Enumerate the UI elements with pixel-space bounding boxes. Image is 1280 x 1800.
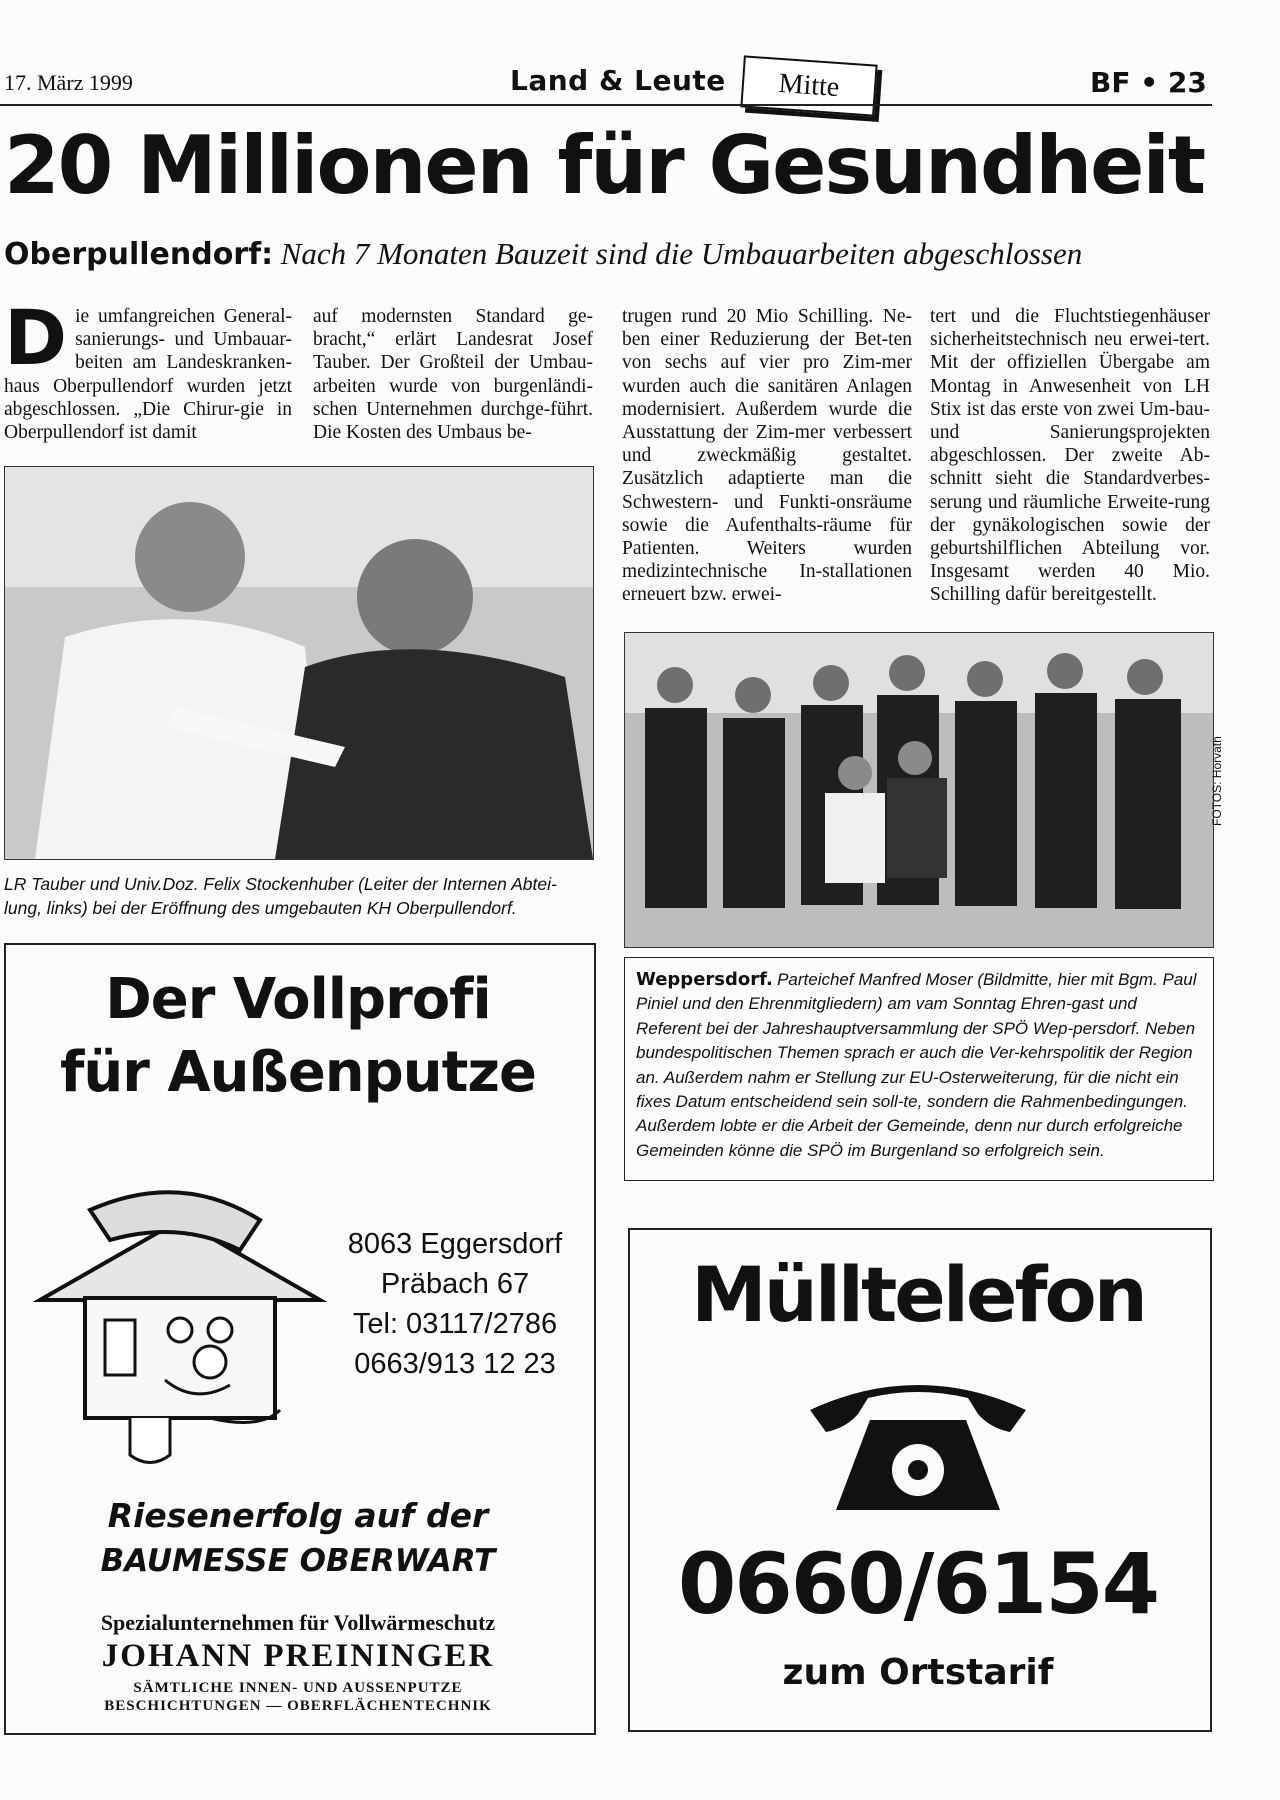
column-1-text: ie umfangreichen General-sanierungs- und Umbauar-beiten am Landeskranken-haus Oberpullendorf wurden jetzt abgeschlossen. „Die Chirur-gie in Oberpullendorf ist damit	[4, 306, 292, 444]
ad-aussenputze-company: JOHANN PREININGER	[101, 1638, 495, 1674]
ad-aussenputze-headline-2: für Außenputze	[60, 1040, 536, 1105]
weppersdorf-caption	[636, 968, 1202, 1163]
article-headline: 20 Millionen für Gesundheit	[4, 119, 1205, 212]
photo-credit: FOTOS: Horvath	[1210, 736, 1224, 826]
ad-aussenputze-specialty: Spezialunternehmen für Vollwärmeschutz	[100, 1610, 496, 1635]
telephone-icon	[800, 1370, 1036, 1520]
photo-caption: LR Tauber und Univ.Doz. Felix Stockenhuber (Leiter der Internen Abtei-lung, links) bei der Eröffnung des umgebauten KH Oberpullendorf.	[4, 874, 557, 918]
article-column-2: auf modernsten Standard ge-bracht,“ erlärt Landesrat Josef Tauber. Der Großteil der Umbau-arbeiten wurde von burgenländi-schen Unternehmen durchge-führt. Die Kosten des Umbaus be-	[313, 306, 593, 444]
ad-aussenputze-services-2: BESCHICHTUNGEN — OBERFLÄCHENTECHNIK	[104, 1698, 492, 1714]
issue-date: 17. März 1999	[4, 70, 133, 95]
article-column-1	[4, 293, 292, 444]
photo-hospital-opening	[4, 466, 594, 860]
ad-muelltelefon-title: Mülltelefon	[691, 1250, 1145, 1339]
address-phone: Tel: 03117/2786	[352, 1308, 558, 1340]
article-subhead	[4, 236, 1082, 272]
ad-aussenputze-headline-1: Der Vollprofi	[105, 967, 491, 1032]
section-title: Land & Leute	[510, 64, 726, 97]
weppersdorf-text: Parteichef Manfred Moser (Bildmitte, hier mit Bgm. Paul Piniel und den Ehrenmitgliedern) am vam Sonntag Ehren-gast und Referent bei der Jahreshauptversammlung der SPÖ Wep-persdorf. Neben bundespolitischen Themen sprach er auch die Ver-kehrspolitik der Region an. Außerdem nahm er Stellung zur EU-Osterweiterung, für die nicht ein fixes Datum entscheidend sein soll-te, sondern die Rahmenbedingungen. Außerdem lobte er die Arbeit der Gemeinde, denn nur durch erfolgreiche Gemeinden könne die SPÖ im Burgenland so erfolgreich sein.	[636, 970, 1197, 1160]
page-number: BF • 23	[1090, 66, 1207, 99]
ad-muelltelefon-number: 0660/6154	[677, 1535, 1159, 1633]
weppersdorf-lead: Weppersdorf.	[636, 969, 773, 990]
house-mascot-icon	[30, 1180, 330, 1470]
ad-aussenputze-tagline-1: Riesenerfolg auf der	[107, 1496, 489, 1535]
photo-party-members-art	[625, 633, 1213, 947]
photo-hospital-opening-art	[5, 467, 593, 859]
drop-cap: D	[4, 293, 68, 382]
article-column-4: tert und die Fluchtstiegenhäuser sicherheitstechnisch neu erwei-tert. Mit der offiziellen Übergabe am Montag in Anwesenheit von LH Stix ist das erste von zwei Um-bau- und Sanierungsprojekten abgeschlossen. Der zweite Ab-schnitt sieht die Standardverbes-serung und räumliche Erweite-rung der gynäkologischen sowie der geburtshilflichen Abteilung vor. Insgesamt werden 40 Mio. Schilling dafür bereitgestellt.	[930, 306, 1210, 606]
ad-aussenputze-address	[320, 1224, 590, 1384]
photo-party-members	[624, 632, 1214, 948]
article-column-3: trugen rund 20 Mio Schilling. Ne-ben einer Reduzierung der Bet-ten von sechs auf vier pro Zim-mer wurden auch die sanitären Anlagen modernisiert. Außerdem wurde die Ausstattung der Zim-mer verbessert und zweckmäßig gestaltet. Zusätzlich adaptierte man die Schwestern- und Funkti-onsräume sowie die Aufenthalts-räume für Patienten. Weiters wurden medizintechnische In-stallationen erneuert bzw. erwei-	[622, 306, 912, 606]
region-stamp: Mitte	[740, 55, 877, 116]
header-rule	[0, 104, 1212, 106]
ad-aussenputze-tagline-2: BAUMESSE OBERWART	[100, 1543, 496, 1579]
article-kicker: Oberpullendorf:	[4, 237, 274, 272]
address-line-1: 8063 Eggersdorf	[347, 1228, 563, 1260]
address-mobile: 0663/913 12 23	[354, 1348, 556, 1380]
ad-aussenputze-services-1: SÄMTLICHE INNEN- UND AUSSENPUTZE	[133, 1680, 463, 1696]
address-line-2: Präbach 67	[380, 1268, 530, 1300]
ad-muelltelefon-subtitle: zum Ortstarif	[782, 1652, 1054, 1693]
article-subhead-text: Nach 7 Monaten Bauzeit sind die Umbauarbeiten abgeschlossen	[280, 236, 1083, 271]
